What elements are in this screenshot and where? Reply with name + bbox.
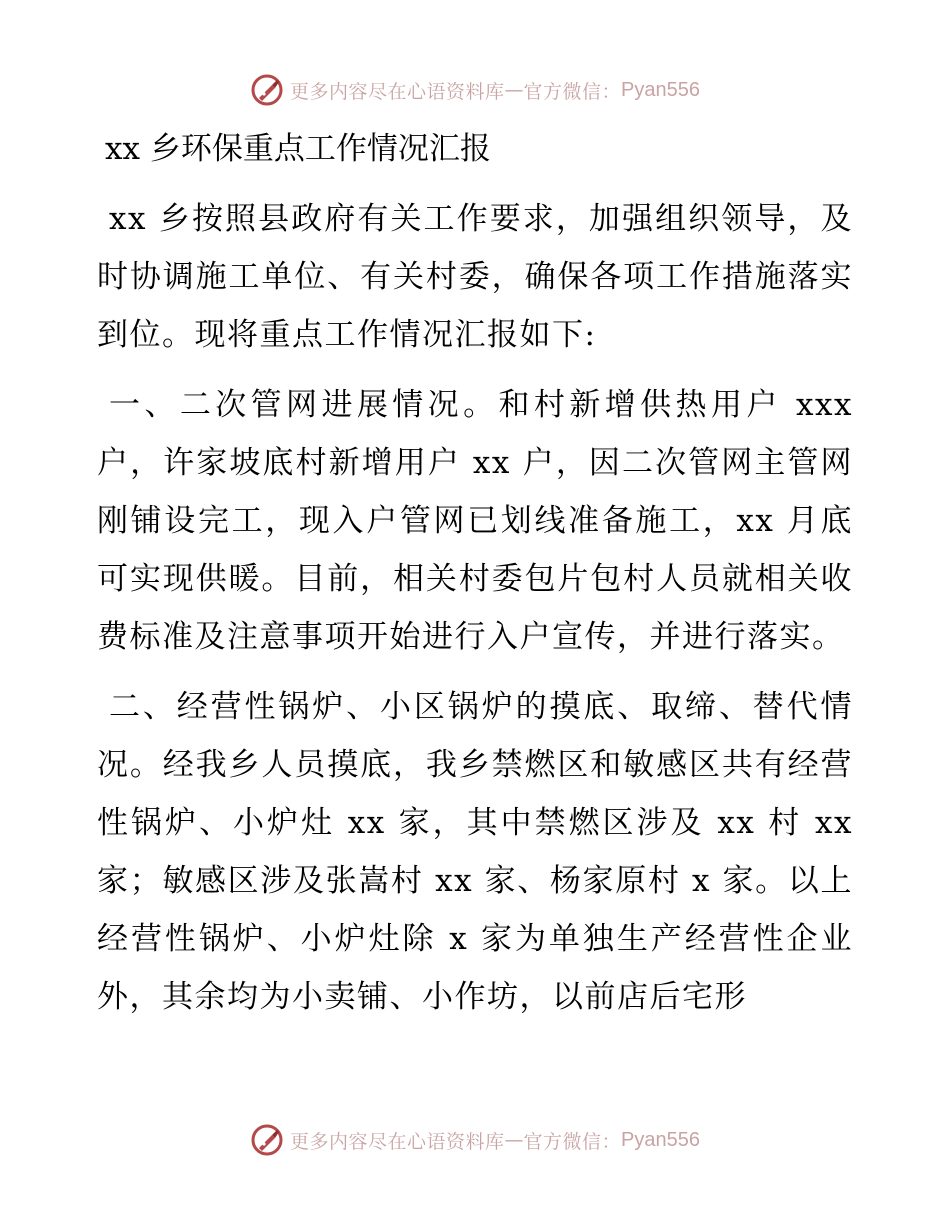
document-title: xx 乡环保重点工作情况汇报 (105, 131, 491, 167)
paragraph-intro: xx 乡按照县政府有关工作要求，加强组织领导，及时协调施工单位、有关村委，确保各项工作措施落实到位。现将重点工作情况汇报如下: (97, 201, 853, 353)
pen-nib-icon (250, 73, 284, 107)
watermark-text: 更多内容尽在心语资料库 (290, 80, 505, 103)
watermark-wechat-id: Pyan556 (621, 1128, 700, 1151)
pen-nib-icon (250, 1123, 284, 1157)
paragraph-section-1: 一、二次管网进展情况。和村新增供热用户 xxx 户，许家坡底村新增用户 xx 户，因二次管网主管网刚铺设完工，现入户管网已划线准备施工，xx 月底可实现供暖。目前，相关村委包片包村人员就相关收费标准及注意事项开始进行入户宣传，并进行落实。 (97, 387, 853, 655)
watermark-separator: — (504, 79, 524, 101)
footer-watermark (0, 1120, 950, 1160)
watermark-text: 更多内容尽在心语资料库 (290, 1130, 505, 1153)
paragraph-section-2: 二、经营性锅炉、小区锅炉的摸底、取缔、替代情况。经我乡人员摸底，我乡禁燃区和敏感区共有经营性锅炉、小炉灶 xx 家，其中禁燃区涉及 xx 村 xx 家；敏感区涉及张嵩村 xx 家、杨家原村 x 家。以上经营性锅炉、小炉灶除 x 家为单独生产经营性企业外，其余均为小卖铺、小作坊，以前店后宅形 (97, 689, 853, 1015)
watermark-label: 官方微信： (523, 1130, 622, 1153)
header-watermark (0, 70, 950, 110)
watermark-separator: — (504, 1129, 524, 1151)
document-body (97, 120, 853, 1038)
watermark-label: 官方微信： (523, 80, 622, 103)
watermark-wechat-id: Pyan556 (621, 78, 700, 101)
